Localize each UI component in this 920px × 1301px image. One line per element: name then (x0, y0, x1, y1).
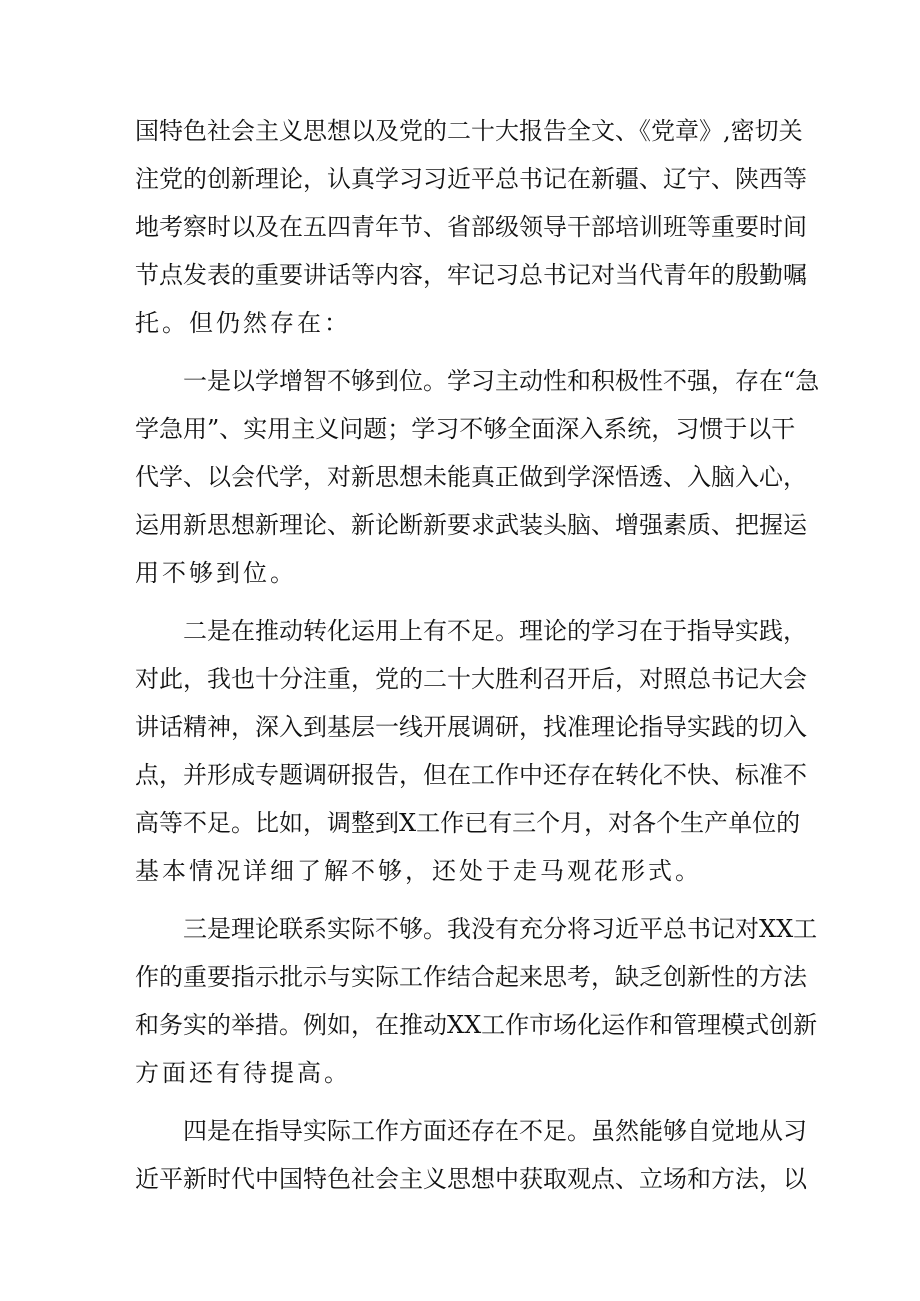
text-line: 点，并形成专题调研报告，但在工作中还存在转化不快、标准不 (135, 761, 807, 789)
text-line: 注党的创新理论，认真学习习近平总书记在新疆、辽宁、陕西等 (135, 165, 807, 193)
text-line: 三是理论联系实际不够。我没有充分将习近平总书记对XX工 (183, 915, 818, 943)
paragraph-point-4 (135, 1107, 807, 1203)
text-line: 基本情况详细了解不够，还处于走马观花形式。 (135, 857, 702, 885)
text-line: 近平新时代中国特色社会主义思想中获取观点、立场和方法，以 (135, 1165, 807, 1193)
text-line: 高等不足。比如，调整到X工作已有三个月，对各个生产单位的 (135, 809, 801, 837)
text-line: 国特色社会主义思想以及党的二十大报告全文、《党章》,密切关 (135, 117, 803, 145)
text-line: 一是以学增智不够到位。学习主动性和积极性不强，存在“急 (183, 367, 820, 395)
text-line: 用不够到位。 (135, 559, 297, 587)
text-line: 节点发表的重要讲话等内容，牢记习总书记对当代青年的殷勤嘱 (135, 261, 807, 289)
text-line: 四是在指导实际工作方面还存在不足。虽然能够自觉地从习 (183, 1117, 807, 1145)
document-body (135, 107, 820, 1203)
text-line: 二是在推动转化运用上有不足。理论的学习在于指导实践， (183, 617, 807, 645)
text-line: 作的重要指示批示与实际工作结合起来思考，缺乏创新性的方法 (135, 963, 807, 991)
text-line: 学急用”、实用主义问题；学习不够全面深入系统，习惯于以干 (135, 415, 796, 443)
text-line: 和务实的举措。例如，在推动XX工作市场化运作和管理模式创新 (135, 1011, 818, 1039)
text-line: 地考察时以及在五四青年节、省部级领导干部培训班等重要时间 (135, 213, 807, 241)
text-line: 代学、以会代学，对新思想未能真正做到学深悟透、入脑入心， (135, 463, 807, 491)
paragraph-intro (135, 107, 807, 347)
paragraph-point-2 (135, 607, 807, 895)
text-line: 方面还有待提高。 (135, 1059, 351, 1087)
paragraph-point-3 (135, 905, 818, 1097)
text-line: 对此，我也十分注重，党的二十大胜利召开后，对照总书记大会 (135, 665, 807, 693)
text-line: 讲话精神，深入到基层一线开展调研，找准理论指导实践的切入 (135, 713, 807, 741)
paragraph-point-1 (135, 357, 820, 597)
text-line: 运用新思想新理论、新论断新要求武装头脑、增强素质、把握运 (135, 511, 807, 539)
text-line: 托。但仍然存在： (135, 309, 351, 337)
